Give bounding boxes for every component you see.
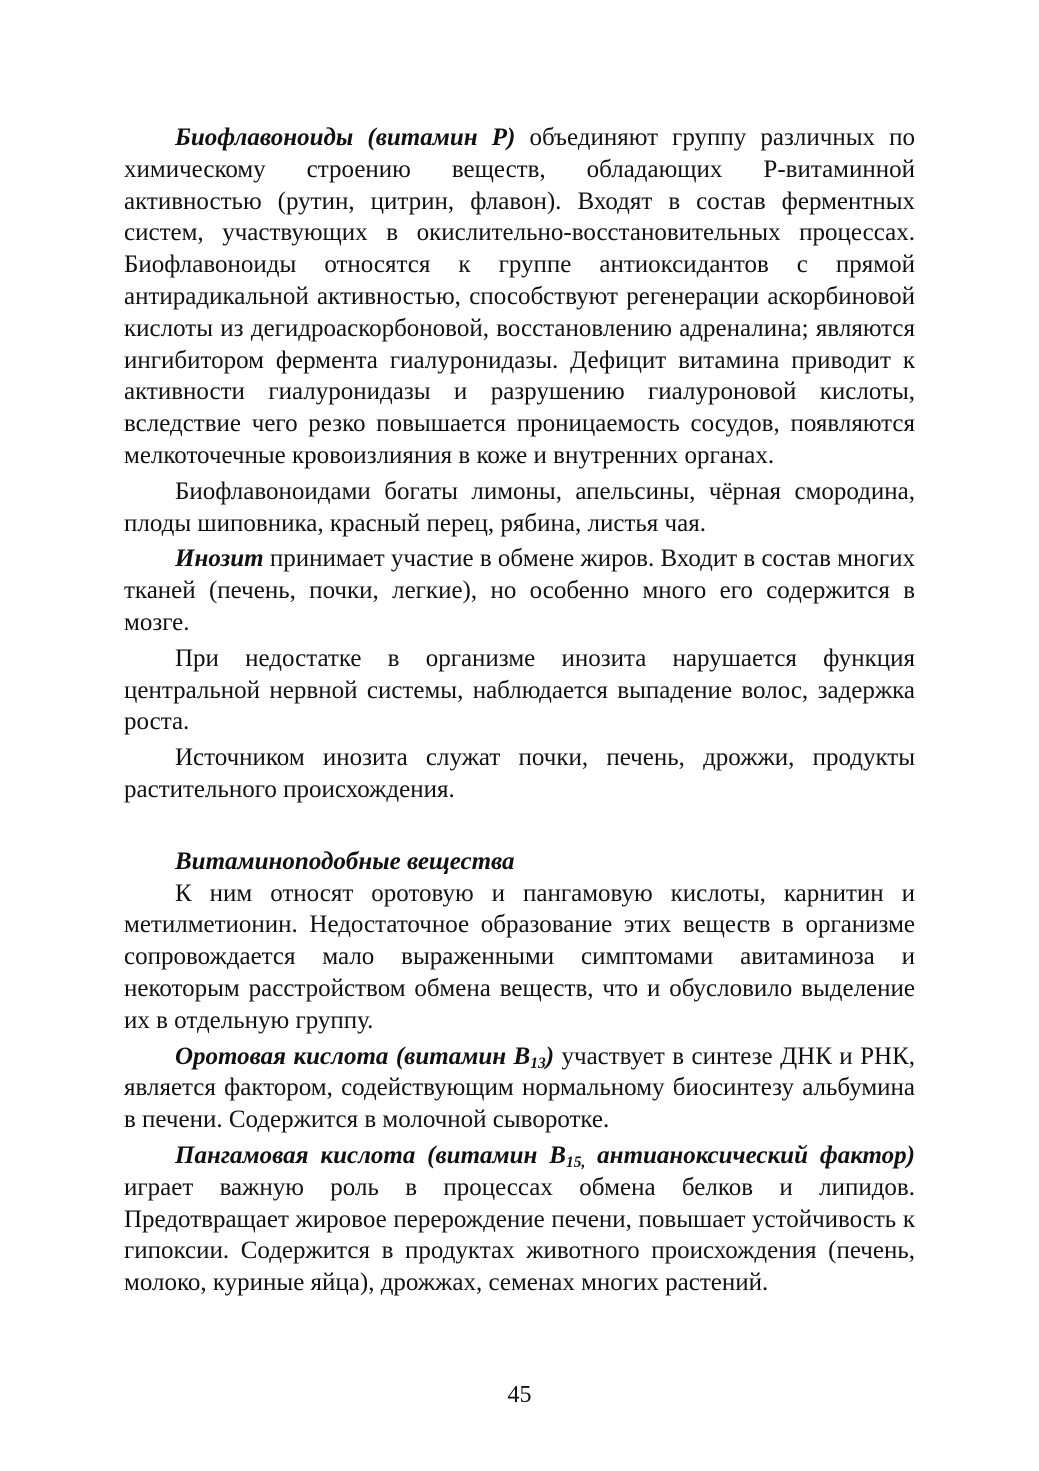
paragraph-text: К ним относят оротовую и пангамовую кислоты, карнитин и метилметионин. Недостаточное образование этих веществ в организме сопровождается мало выраженными симптомами авитаминоза и некоторым расстройством обмена веществ, что и обусловило выделение их в отдельную группу. [124,879,915,1034]
paragraph-inositol-sources [124,742,915,806]
term-pangamic-acid-start: Пангамовая кислота (витамин В [175,1141,566,1169]
term-orotic-acid-start: Оротовая кислота (витамин В [175,1042,531,1070]
paragraph-text: Биофлавоноидами богаты лимоны, апельсины, чёрная смородина, плоды шиповника, красный перец, рябина, листья чая. [124,477,915,537]
page-body [124,122,915,1299]
paragraph-text: Источником инозита служат почки, печень, дрожжи, продукты растительного происхождения. [124,744,915,803]
paragraph-text: При недостатке в организме инозита нарушается функция центральной нервной системы, наблюдается выпадение волос, задержка роста. [124,644,915,736]
paragraph-text: играет важную роль в процессах обмена белков и липидов. Предотвращает жировое перерождение печени, повышает устойчивость к гипоксии. Содержится в продуктах животного происхождения (печень, молоко, куриные яйца), дрожжах, семенах многих растений. [124,1173,915,1297]
term-orotic-acid-subscript: 13 [530,1054,546,1072]
term-inositol: Инозит [175,545,264,573]
paragraph-vitamin-like-intro [124,878,915,1037]
paragraph-inositol-deficiency [124,643,915,738]
term-bioflavonoids: Биофлавоноиды (витамин Р) [175,124,516,151]
term-orotic-acid-end: ) [545,1042,555,1070]
section-heading: Витаминоподобные вещества [175,847,515,875]
page-number: 45 [507,1382,532,1408]
paragraph-orotic-acid [124,1041,915,1136]
term-pangamic-acid-subscript: 15, [565,1153,586,1171]
term-orotic-acid [175,1043,554,1070]
paragraph-inositol [124,543,915,638]
paragraph-bioflavonoid-sources [124,476,915,540]
term-pangamic-acid [175,1142,915,1169]
paragraph-text: участвует в синтезе ДНК и РНК, является фактором, содействующим нормальному биосинтезу альбумина в печени. Содержится в молочной сыворотке. [124,1042,915,1134]
paragraph-bioflavonoids [124,122,915,472]
paragraph-text: принимает участие в обмене жиров. Входит в состав многих тканей (печень, почки, легкие), но особенно много его содержится в мозге. [124,545,915,636]
paragraph-pangamic-acid [124,1140,915,1299]
term-pangamic-acid-end: антианоксический фактор) [585,1141,915,1169]
paragraph-text: объединяют группу различных по химическому строению веществ, обладающих Р-витаминной активностью (рутин, цитрин, флавон). Входят в состав ферментных систем, участвующих в окислительно-восстановительных процессах. Биофлавоноиды относятся к группе антиоксидантов с прямой антирадикальной активностью, способствуют регенерации аскорбиновой кислоты из дегидроаскорбоновой, восстановлению адреналина; являются ингибитором фермента гиалуронидазы. Дефицит витамина приводит к активности гиалуронидазы и разрушению гиалуроновой кислоты, вследствие чего резко повышается проницаемость сосудов, появляются мелкоточечные кровоизлияния в коже и внутренних органах. [124,124,915,469]
